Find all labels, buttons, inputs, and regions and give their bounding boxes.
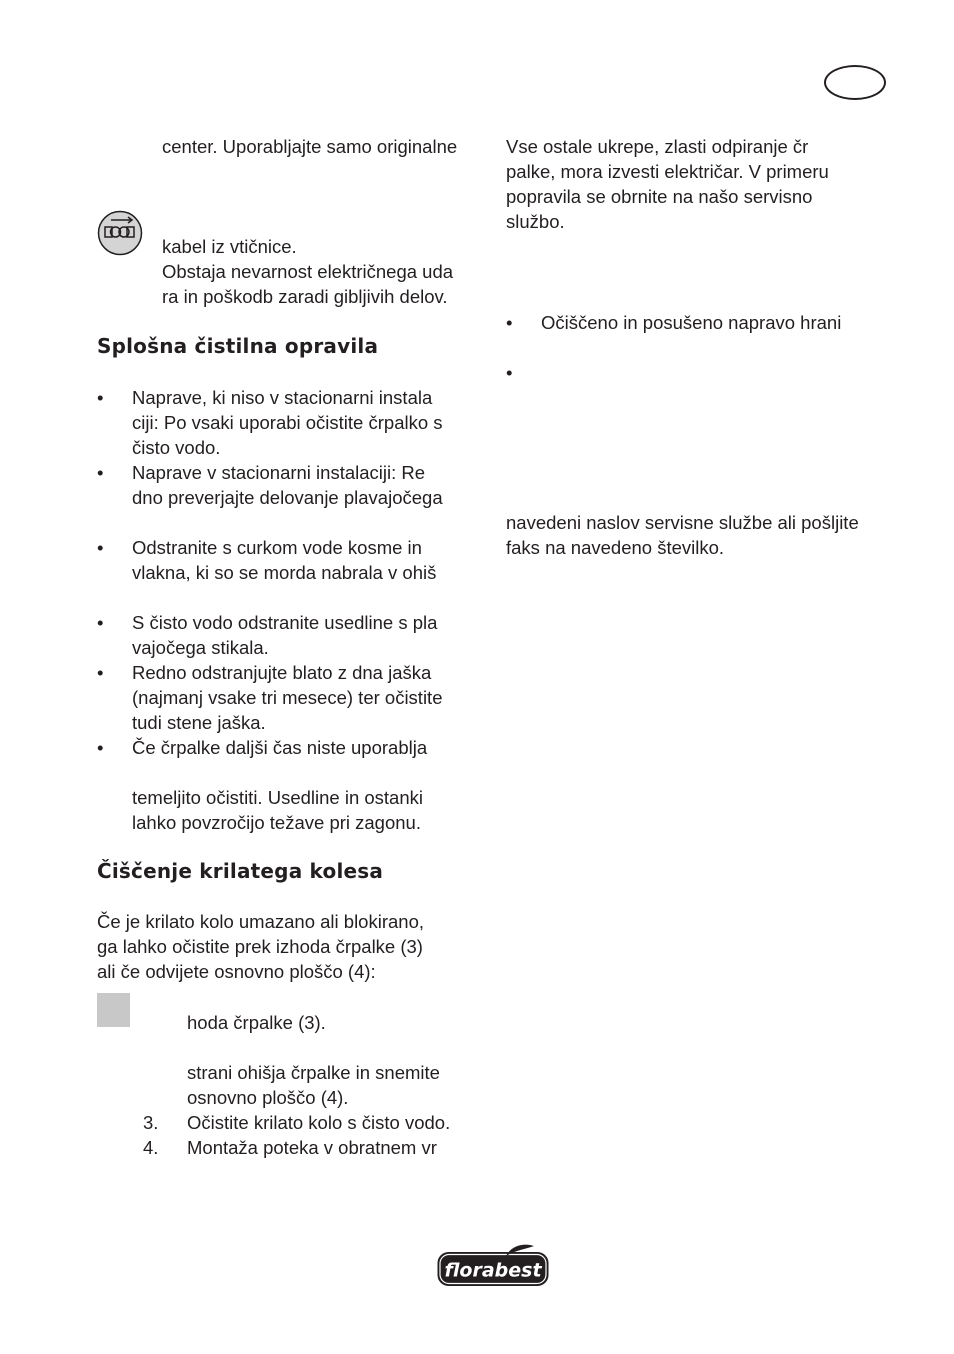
list-item-line: Očiščeno in posušeno napravo hrani: [541, 312, 842, 333]
bullet-marker: •: [506, 312, 513, 333]
list-item-line: Naprave v stacionarni instalaciji: Re: [132, 462, 426, 483]
list-item-line: vlakna, ki so se morda nabrala v ohiš: [132, 562, 437, 583]
list-item-line: tudi stene jaška.: [132, 712, 266, 733]
warning-line-2: Obstaja nevarnost električnega uda: [162, 261, 454, 282]
warning-line-3: ra in poškodb zaradi gibljivih delov.: [162, 286, 448, 307]
bullet-marker: •: [97, 662, 104, 683]
list-item-line: ciji: Po vsaki uporabi očistite črpalko s: [132, 412, 443, 433]
list-continuation-line: temeljito očistiti. Usedline in ostanki: [132, 787, 423, 808]
paragraph-line: ali če odvijete osnovno ploščo (4):: [97, 961, 376, 982]
section-heading-cleaning: Splošna čistilna opravila: [97, 334, 379, 358]
paragraph-line: službo.: [506, 211, 565, 232]
paragraph-line: navedeni naslov servisne službe ali pošljite: [506, 512, 859, 533]
language-badge: [824, 65, 886, 100]
step-4-text: Montaža poteka v obratnem vr: [187, 1137, 437, 1158]
figure-placeholder: [97, 993, 130, 1027]
list-item-line: Če črpalke daljši čas niste uporablja: [132, 737, 428, 758]
paragraph-line: ga lahko očistite prek izhoda črpalke (3): [97, 936, 423, 957]
list-item-line: S čisto vodo odstranite usedline s pla: [132, 612, 438, 633]
list-item-line: Redno odstranjujte blato z dna jaška: [132, 662, 432, 683]
step-4-number: 4.: [143, 1137, 159, 1158]
paragraph-line: Če je krilato kolo umazano ali blokirano,: [97, 911, 425, 932]
step-1-text: hoda črpalke (3).: [187, 1012, 326, 1033]
list-item-line: Odstranite s curkom vode kosme in: [132, 537, 422, 558]
paragraph-line: popravila se obrnite na našo servisno: [506, 186, 813, 207]
intro-line: center. Uporabljajte samo originalne: [162, 136, 458, 157]
bullet-marker: •: [97, 462, 104, 483]
list-item-line: vajočega stikala.: [132, 637, 269, 658]
list-item-line: čisto vodo.: [132, 437, 221, 458]
list-item-line: (najmanj vsake tri mesece) ter očistite: [132, 687, 443, 708]
paragraph-line: palke, mora izvesti električar. V primeru: [506, 161, 829, 182]
bullet-marker: •: [97, 612, 104, 633]
list-item-line: Naprave, ki niso v stacionarni instala: [132, 387, 433, 408]
bullet-marker: •: [506, 362, 513, 383]
section-heading-impeller: Čiščenje krilatega kolesa: [97, 859, 384, 883]
florabest-logo: [436, 1242, 550, 1288]
bullet-marker: •: [97, 737, 104, 758]
step-2-line: strani ohišja črpalke in snemite: [187, 1062, 440, 1083]
step-3-text: Očistite krilato kolo s čisto vodo.: [187, 1112, 451, 1133]
step-2-line: osnovno ploščo (4).: [187, 1087, 349, 1108]
warning-line-1: kabel iz vtičnice.: [162, 236, 297, 257]
step-3-number: 3.: [143, 1112, 159, 1133]
bullet-marker: •: [97, 537, 104, 558]
list-continuation-line: lahko povzročijo težave pri zagonu.: [132, 812, 421, 833]
paragraph-line: Vse ostale ukrepe, zlasti odpiranje čr: [506, 136, 809, 157]
paragraph-line: faks na navedeno številko.: [506, 537, 725, 558]
list-item-line: dno preverjajte delovanje plavajočega: [132, 487, 443, 508]
unplug-icon: [97, 210, 143, 256]
bullet-marker: •: [97, 387, 104, 408]
logo-text: florabest: [444, 1259, 542, 1282]
